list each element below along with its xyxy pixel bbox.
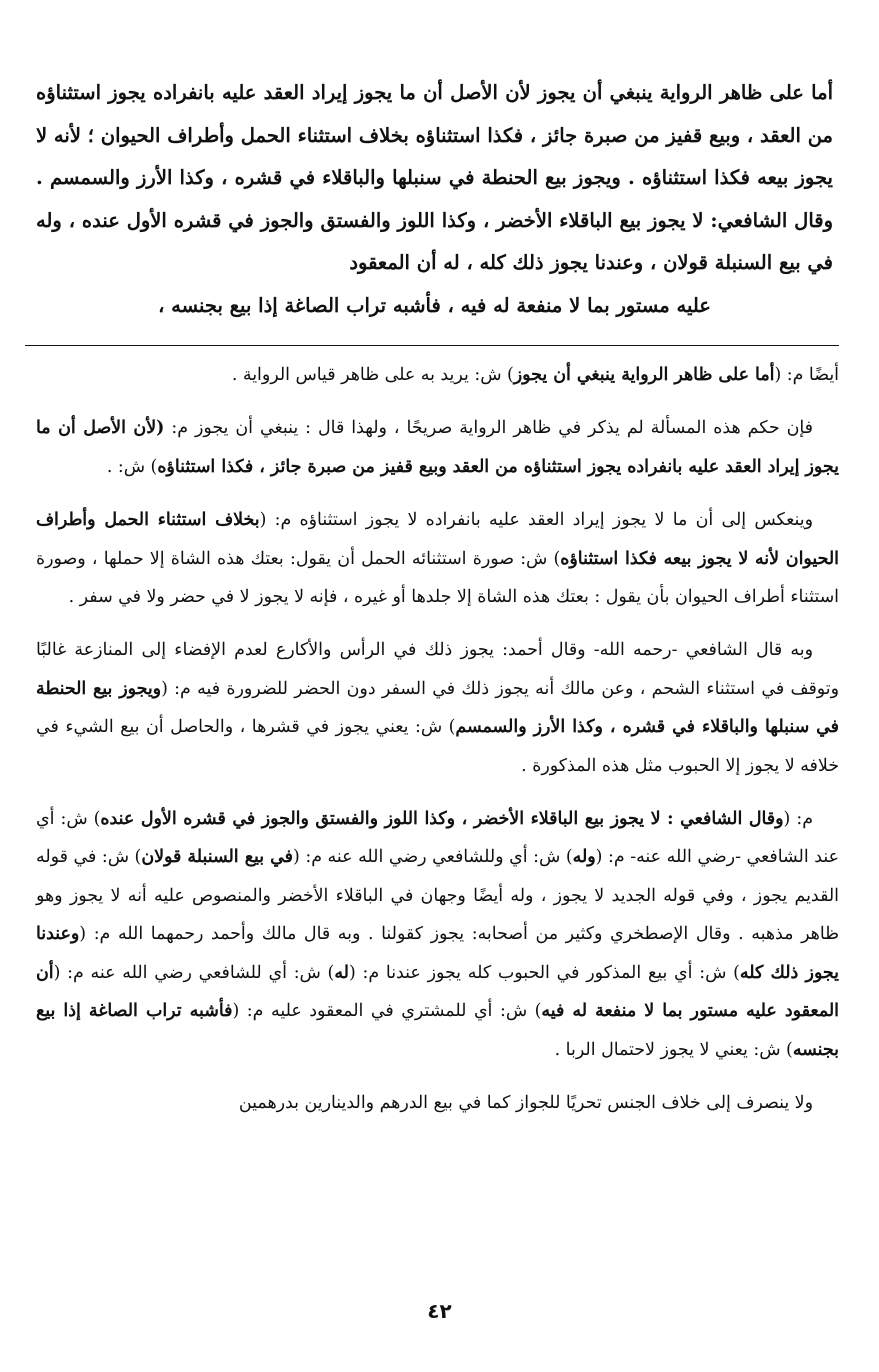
commentary-text: ) ش: . <box>106 456 158 477</box>
quoted-matn: ويجوز بيع الحنطة في سنبلها والباقلاء في قشره ، وكذا الأرز والسمسم <box>36 678 839 738</box>
page-number: ٤٢ <box>427 1299 452 1323</box>
commentary-text: ) ش: أي للشافعي رضي الله عنه م: ( <box>53 962 335 983</box>
commentary-text: ) ش: أي عند الشافعي -رضي الله عنه- م: ( <box>36 809 839 868</box>
main-text-block <box>36 72 839 327</box>
commentary-text: ) ش: صورة استثنائه الحمل أن يقول: بعتك هذه الشاة إلا حملها ، وصورة استثناء أطراف الحيوان بأن يقول : بعتك هذه الشاة إلا جلدها أو غيره ، فإنه لا يجوز لا في حضر ولا في سفر . <box>36 548 839 608</box>
separator-rule <box>25 345 839 346</box>
commentary-paragraph-3 <box>36 501 839 616</box>
commentary-paragraph-6: ولا ينصرف إلى خلاف الجنس تحريًا للجواز كما في بيع الدرهم والدينارين بدرهمين <box>238 1092 813 1113</box>
quoted-matn: أن المعقود عليه مستور بما لا منفعة له فيه <box>36 962 840 1022</box>
quoted-matn: وعندنا يجوز ذلك كله <box>36 924 839 983</box>
commentary-block <box>36 356 839 1122</box>
commentary-text: ) ش: أي للمشتري في المعقود عليه م: ( <box>232 1001 542 1022</box>
commentary-paragraph-4 <box>36 631 839 785</box>
commentary-text: ) ش: أي وللشافعي رضي الله عنه م: ( <box>293 847 573 868</box>
commentary-text: ) ش: يريد به على ظاهر قياس الرواية . <box>231 365 514 385</box>
commentary-text: فإن حكم هذه المسألة لم يذكر في ظاهر الرواية صريحًا ، ولهذا قال : ينبغي أن يجوز م: <box>164 418 813 439</box>
commentary-text: وبه قال الشافعي -رحمه الله- وقال أحمد: يجوز ذلك في الرأس والأكارع لعدم الإفضاء إلى المنازعة غالبًا وتوقف في استثناء الشحم ، وعن مالك أنه يجوز ذلك في السفر دون الحضر للضرورة فيه م: ( <box>36 640 839 699</box>
commentary-text: م: ( <box>783 809 813 830</box>
commentary-paragraph-1 <box>36 356 839 394</box>
commentary-paragraph-2 <box>36 409 839 486</box>
quoted-matn: فأشبه تراب الصاغة إذا بيع بجنسه <box>36 1001 839 1060</box>
main-text-last-line: عليه مستور بما لا منفعة له فيه ، فأشبه تراب الصاغة إذا بيع بجنسه ، <box>158 293 711 317</box>
quoted-matn: أما على ظاهر الرواية ينبغي أن يجوز <box>513 365 775 385</box>
quoted-matn: في بيع السنبلة قولان <box>141 847 293 868</box>
commentary-text: ) ش: في قوله القديم يجوز ، وفي قوله الجديد لا يجوز ، وله أيضًا وجهان في الباقلاء الأخضر والمنصوص عليه أنه لا يجوز وهو ظاهر مذهبه . وقال الإصطخري وكثير من أصحابه: يجوز كقولنا . وبه قال مالك وأحمد رحمهما الله م: ( <box>36 847 839 945</box>
quoted-matn: وله <box>572 847 596 868</box>
quoted-matn: له <box>334 962 349 983</box>
commentary-text: ) ش: يعني يجوز في قشرها ، والحاصل أن بيع الشيء في خلافه لا يجوز إلا الحبوب مثل هذه المذكورة . <box>36 717 839 776</box>
commentary-paragraph-5 <box>36 800 839 1069</box>
quoted-matn: بخلاف استثناء الحمل وأطراف الحيوان لأنه لا يجوز بيعه فكذا استثناؤه <box>36 510 839 569</box>
quoted-matn: وقال الشافعي : لا يجوز بيع الباقلاء الأخضر ، وكذا اللوز والفستق والجوز في قشره الأول عنده <box>100 809 784 830</box>
main-text-paragraph: أما على ظاهر الرواية ينبغي أن يجوز لأن الأصل أن ما يجوز إيراد العقد عليه بانفراده يجوز استثناؤه من العقد ، وبيع قفيز من صبرة جائز ، فكذا استثناؤه بخلاف استثناء الحمل وأطراف الحيوان ؛ لأنه لا يجوز بيعه فكذا استثناؤه . ويجوز بيع الحنطة في سنبلها والباقلاء في قشره ، وكذا الأرز والسمسم . وقال الشافعي: لا يجوز بيع الباقلاء الأخضر ، وكذا اللوز والفستق والجوز في قشره الأول عنده ، وله في بيع السنبلة قولان ، وعندنا يجوز ذلك كله ، له أن المعقود <box>36 81 833 274</box>
commentary-text: وينعكس إلى أن ما لا يجوز إيراد العقد عليه بانفراده لا يجوز استثناؤه م: ( <box>259 510 813 531</box>
quoted-matn: (لأن الأصل أن ما يجوز إيراد العقد عليه بانفراده يجوز استثناؤه من العقد وبيع قفيز من صبرة جائز ، فكذا استثناؤه <box>36 418 839 477</box>
commentary-text: أيضًا م: ( <box>774 365 839 385</box>
commentary-text: ) ش: يعني لا يجوز لاحتمال الربا . <box>554 1039 793 1060</box>
commentary-text: ) ش: أي بيع المذكور في الحبوب كله يجوز عندنا م: ( <box>348 962 740 983</box>
